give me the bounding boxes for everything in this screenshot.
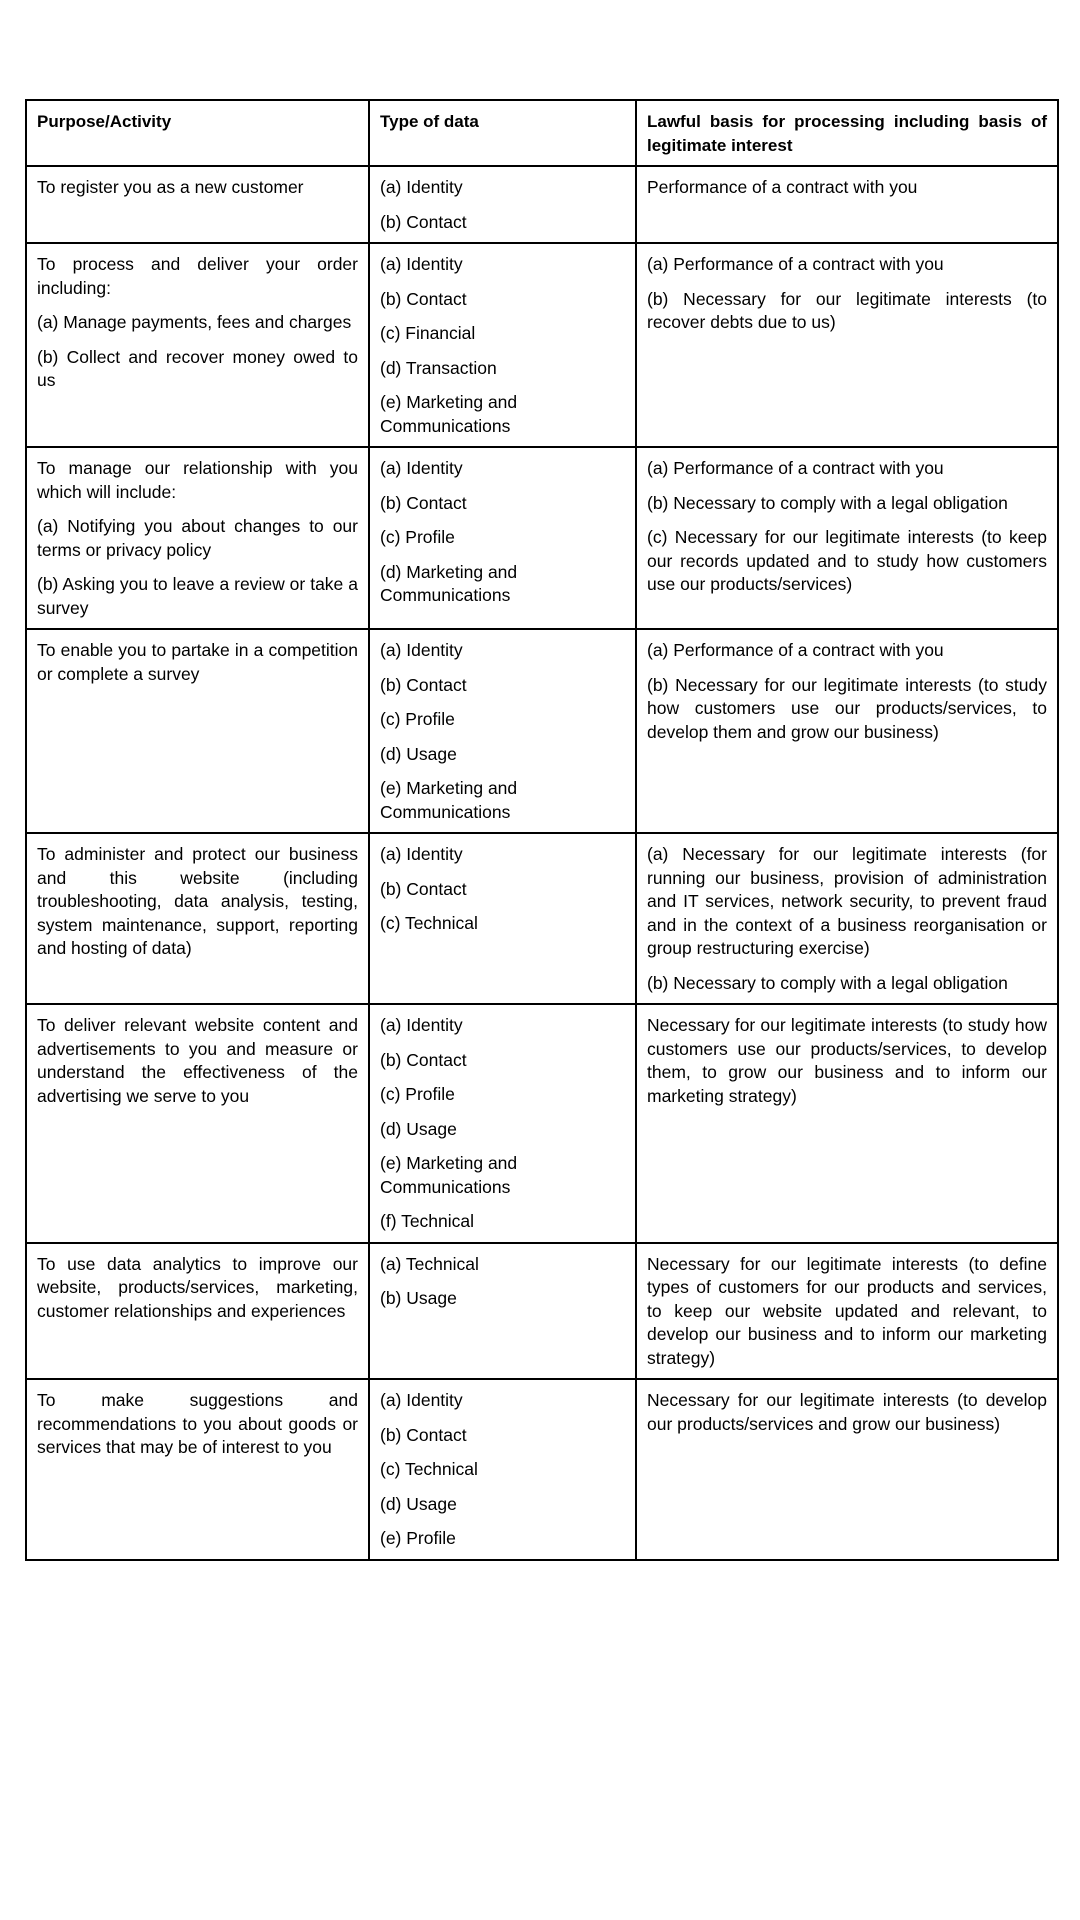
type-of-data-cell-line: (f) Technical [380, 1211, 475, 1231]
type-of-data-cell-line: (a) Technical [380, 1253, 479, 1274]
purpose-cell [26, 447, 369, 629]
header-type-of-data: Type of data [369, 100, 636, 166]
purpose-cell-line: (b) Asking you to leave a review or take a survey [37, 574, 358, 618]
type-of-data-cell-line: (b) Usage [380, 1288, 457, 1308]
purpose-cell-line: To make suggestions and recommendations to you about goods or services that may be of interest to you [37, 1390, 358, 1457]
table-header-row [26, 100, 1058, 166]
type-of-data-cell-line: (b) Contact [380, 211, 467, 232]
lawful-basis-cell [636, 629, 1058, 833]
type-of-data-cell-line: (e) Marketing and Communications [380, 1153, 518, 1197]
purpose-cell [26, 629, 369, 833]
type-of-data-cell [369, 833, 636, 1004]
lawful-basis-cell [636, 1379, 1058, 1560]
type-of-data-cell-line: (b) Contact [380, 288, 467, 309]
purpose-cell-line: (b) Collect and recover money owed to us [37, 346, 358, 390]
lawful-basis-cell [636, 1004, 1058, 1243]
purpose-cell [26, 1379, 369, 1560]
type-of-data-cell-line: (d) Marketing and Communications [380, 561, 518, 605]
purpose-cell-line: To register you as a new customer [37, 177, 304, 197]
purpose-cell [26, 1004, 369, 1243]
data-processing-table-container [25, 99, 1057, 1561]
lawful-basis-cell-line: (b) Necessary to comply with a legal obligation [647, 972, 1008, 993]
purpose-cell [26, 1243, 369, 1380]
lawful-basis-cell-line: (b) Necessary to comply with a legal obligation [647, 492, 1008, 513]
table-row [26, 1379, 1058, 1560]
purpose-cell [26, 243, 369, 447]
purpose-cell-line: To process and deliver your order including: [37, 254, 358, 298]
type-of-data-cell-line: (d) Usage [380, 1493, 457, 1514]
lawful-basis-cell-line: (b) Necessary for our legitimate interests (to study how customers use our products/services, to develop them and grow our business) [647, 674, 1047, 742]
data-processing-table [25, 99, 1059, 1561]
purpose-cell-line: To deliver relevant website content and advertisements to you and measure or understand the effectiveness of the advertising we serve to you [37, 1015, 358, 1106]
type-of-data-cell-line: (c) Financial [380, 323, 476, 343]
lawful-basis-cell [636, 166, 1058, 243]
purpose-cell-line: To administer and protect our business and this website (including troubleshooting, data analysis, testing, system maintenance, support, reporting and hosting of data) [37, 844, 358, 958]
type-of-data-cell [369, 166, 636, 243]
type-of-data-cell-line: (c) Technical [380, 1459, 478, 1479]
purpose-cell [26, 833, 369, 1004]
table-body [26, 166, 1058, 1560]
type-of-data-cell [369, 629, 636, 833]
lawful-basis-cell [636, 833, 1058, 1004]
type-of-data-cell [369, 1243, 636, 1380]
type-of-data-cell-line: (d) Usage [380, 743, 457, 764]
lawful-basis-cell-line: (b) Necessary for our legitimate interests (to recover debts due to us) [647, 288, 1047, 332]
purpose-cell [26, 166, 369, 243]
table-row [26, 629, 1058, 833]
purpose-cell-line: (a) Manage payments, fees and charges [37, 312, 352, 332]
lawful-basis-cell [636, 243, 1058, 447]
type-of-data-cell-line: (a) Identity [380, 1390, 463, 1410]
type-of-data-cell-line: (a) Identity [380, 254, 463, 274]
type-of-data-cell-line: (e) Profile [380, 1528, 456, 1548]
lawful-basis-cell [636, 1243, 1058, 1380]
type-of-data-cell-line: (b) Contact [380, 1049, 467, 1070]
type-of-data-cell-line: (c) Profile [380, 1084, 455, 1104]
type-of-data-cell-line: (a) Identity [380, 177, 463, 197]
type-of-data-cell [369, 1004, 636, 1243]
lawful-basis-cell [636, 447, 1058, 629]
type-of-data-cell-line: (b) Contact [380, 1424, 467, 1445]
table-row [26, 166, 1058, 243]
type-of-data-cell-line: (b) Contact [380, 674, 467, 695]
type-of-data-cell-line: (a) Identity [380, 1015, 463, 1035]
type-of-data-cell-line: (d) Transaction [380, 357, 497, 378]
type-of-data-cell [369, 243, 636, 447]
lawful-basis-cell-line: (a) Performance of a contract with you [647, 254, 944, 274]
lawful-basis-cell-line: (a) Necessary for our legitimate interests (for running our business, provision of administration and IT services, network security, to prevent fraud and in the context of a business reorganisation or group restructuring exercise) [647, 844, 1047, 958]
type-of-data-cell-line: (a) Identity [380, 458, 463, 478]
type-of-data-cell-line: (c) Profile [380, 527, 455, 547]
type-of-data-cell [369, 447, 636, 629]
lawful-basis-cell-line: Performance of a contract with you [647, 177, 918, 197]
type-of-data-cell [369, 1379, 636, 1560]
header-lawful-basis: Lawful basis for processing including basis of legitimate interest [636, 100, 1058, 166]
lawful-basis-cell-line: (a) Performance of a contract with you [647, 458, 944, 478]
lawful-basis-cell-line: (c) Necessary for our legitimate interests (to keep our records updated and to study how customers use our products/services) [647, 527, 1047, 594]
purpose-cell-line: To manage our relationship with you which will include: [37, 458, 358, 502]
table-row [26, 447, 1058, 629]
type-of-data-cell-line: (a) Identity [380, 844, 463, 864]
type-of-data-cell-line: (b) Contact [380, 878, 467, 899]
header-purpose: Purpose/Activity [26, 100, 369, 166]
purpose-cell-line: To enable you to partake in a competition or complete a survey [37, 640, 358, 684]
type-of-data-cell-line: (a) Identity [380, 640, 463, 660]
table-row [26, 243, 1058, 447]
type-of-data-cell-line: (c) Profile [380, 709, 455, 729]
type-of-data-cell-line: (b) Contact [380, 492, 467, 513]
type-of-data-cell-line: (e) Marketing and Communications [380, 778, 518, 822]
type-of-data-cell-line: (d) Usage [380, 1118, 457, 1139]
type-of-data-cell-line: (e) Marketing and Communications [380, 392, 518, 436]
table-row [26, 1243, 1058, 1380]
lawful-basis-cell-line: Necessary for our legitimate interests (to study how customers use our products/services, to develop them, to grow our business and to inform our marketing strategy) [647, 1015, 1047, 1106]
purpose-cell-line: To use data analytics to improve our website, products/services, marketing, customer relationships and experiences [37, 1253, 358, 1321]
lawful-basis-cell-line: (a) Performance of a contract with you [647, 640, 944, 660]
type-of-data-cell-line: (c) Technical [380, 913, 478, 933]
table-row [26, 833, 1058, 1004]
table-row [26, 1004, 1058, 1243]
lawful-basis-cell-line: Necessary for our legitimate interests (to develop our products/services and grow our business) [647, 1390, 1047, 1434]
lawful-basis-cell-line: Necessary for our legitimate interests (to define types of customers for our products and services, to keep our website updated and relevant, to develop our business and to inform our marketing strategy) [647, 1253, 1047, 1368]
purpose-cell-line: (a) Notifying you about changes to our terms or privacy policy [37, 516, 358, 560]
